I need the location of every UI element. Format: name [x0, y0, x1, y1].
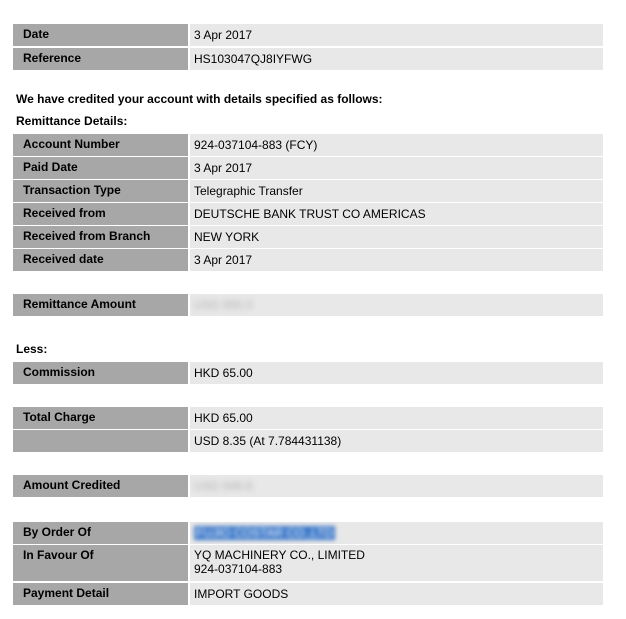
remittance-amount-value: USD 955.0: [194, 298, 253, 312]
intro-text: We have credited your account with details specified as follows:: [16, 92, 383, 106]
total-charge-empty-label: [13, 430, 188, 452]
received-date-row: [13, 249, 603, 271]
by-order-of-label: By Order Of: [13, 522, 188, 544]
account-number-label: Account Number: [13, 134, 188, 156]
by-order-of-value[interactable]: FUJIO COSTAR CO.,LTD: [196, 526, 333, 540]
total-charge-usd-row: [13, 430, 603, 452]
transaction-type-label: Transaction Type: [13, 180, 188, 202]
account-number-row: [13, 134, 603, 156]
less-heading: Less:: [16, 342, 48, 356]
reference-label: Reference: [13, 48, 188, 70]
total-charge-row: [13, 407, 603, 429]
paid-date-row: [13, 157, 603, 179]
commission-value: HKD 65.00: [190, 362, 603, 384]
reference-row: [13, 48, 603, 70]
date-value: 3 Apr 2017: [190, 24, 603, 46]
amount-credited-row: [13, 475, 603, 497]
reference-value: HS103047QJ8IYFWG: [190, 48, 603, 70]
total-charge-value-usd: USD 8.35 (At 7.784431138): [190, 430, 603, 452]
received-from-value: DEUTSCHE BANK TRUST CO AMERICAS: [190, 203, 603, 225]
amount-credited-value-cell: [190, 475, 603, 497]
amount-credited-label: Amount Credited: [13, 475, 188, 497]
received-from-branch-value: NEW YORK: [190, 226, 603, 248]
by-order-of-value-cell: [190, 522, 603, 544]
in-favour-of-account: 924-037104-883: [194, 562, 283, 576]
total-charge-value-hkd: HKD 65.00: [190, 407, 603, 429]
payment-detail-label: Payment Detail: [13, 583, 188, 605]
in-favour-of-label: In Favour Of: [13, 545, 188, 581]
remittance-amount-label: Remittance Amount: [13, 294, 188, 316]
amount-credited-value: USD 946.6: [194, 479, 253, 493]
total-charge-label: Total Charge: [13, 407, 188, 429]
received-date-value: 3 Apr 2017: [190, 249, 603, 271]
remittance-amount-row: [13, 294, 603, 316]
remittance-heading: Remittance Details:: [16, 114, 128, 128]
payment-detail-value: IMPORT GOODS: [190, 583, 603, 605]
received-from-branch-row: [13, 226, 603, 248]
received-from-branch-label: Received from Branch: [13, 226, 188, 248]
date-label: Date: [13, 24, 188, 46]
remittance-amount-value-cell: [190, 294, 603, 316]
in-favour-of-name: YQ MACHINERY CO., LIMITED: [194, 548, 365, 562]
in-favour-of-row: [13, 545, 603, 581]
by-order-of-row: [13, 522, 603, 544]
account-number-value: 924-037104-883 (FCY): [190, 134, 603, 156]
in-favour-of-value-cell: [190, 545, 603, 581]
received-from-label: Received from: [13, 203, 188, 225]
paid-date-label: Paid Date: [13, 157, 188, 179]
payment-detail-row: [13, 583, 603, 605]
transaction-type-value: Telegraphic Transfer: [190, 180, 603, 202]
commission-row: [13, 362, 603, 384]
commission-label: Commission: [13, 362, 188, 384]
date-row: [13, 24, 603, 46]
received-date-label: Received date: [13, 249, 188, 271]
transaction-type-row: [13, 180, 603, 202]
paid-date-value: 3 Apr 2017: [190, 157, 603, 179]
received-from-row: [13, 203, 603, 225]
